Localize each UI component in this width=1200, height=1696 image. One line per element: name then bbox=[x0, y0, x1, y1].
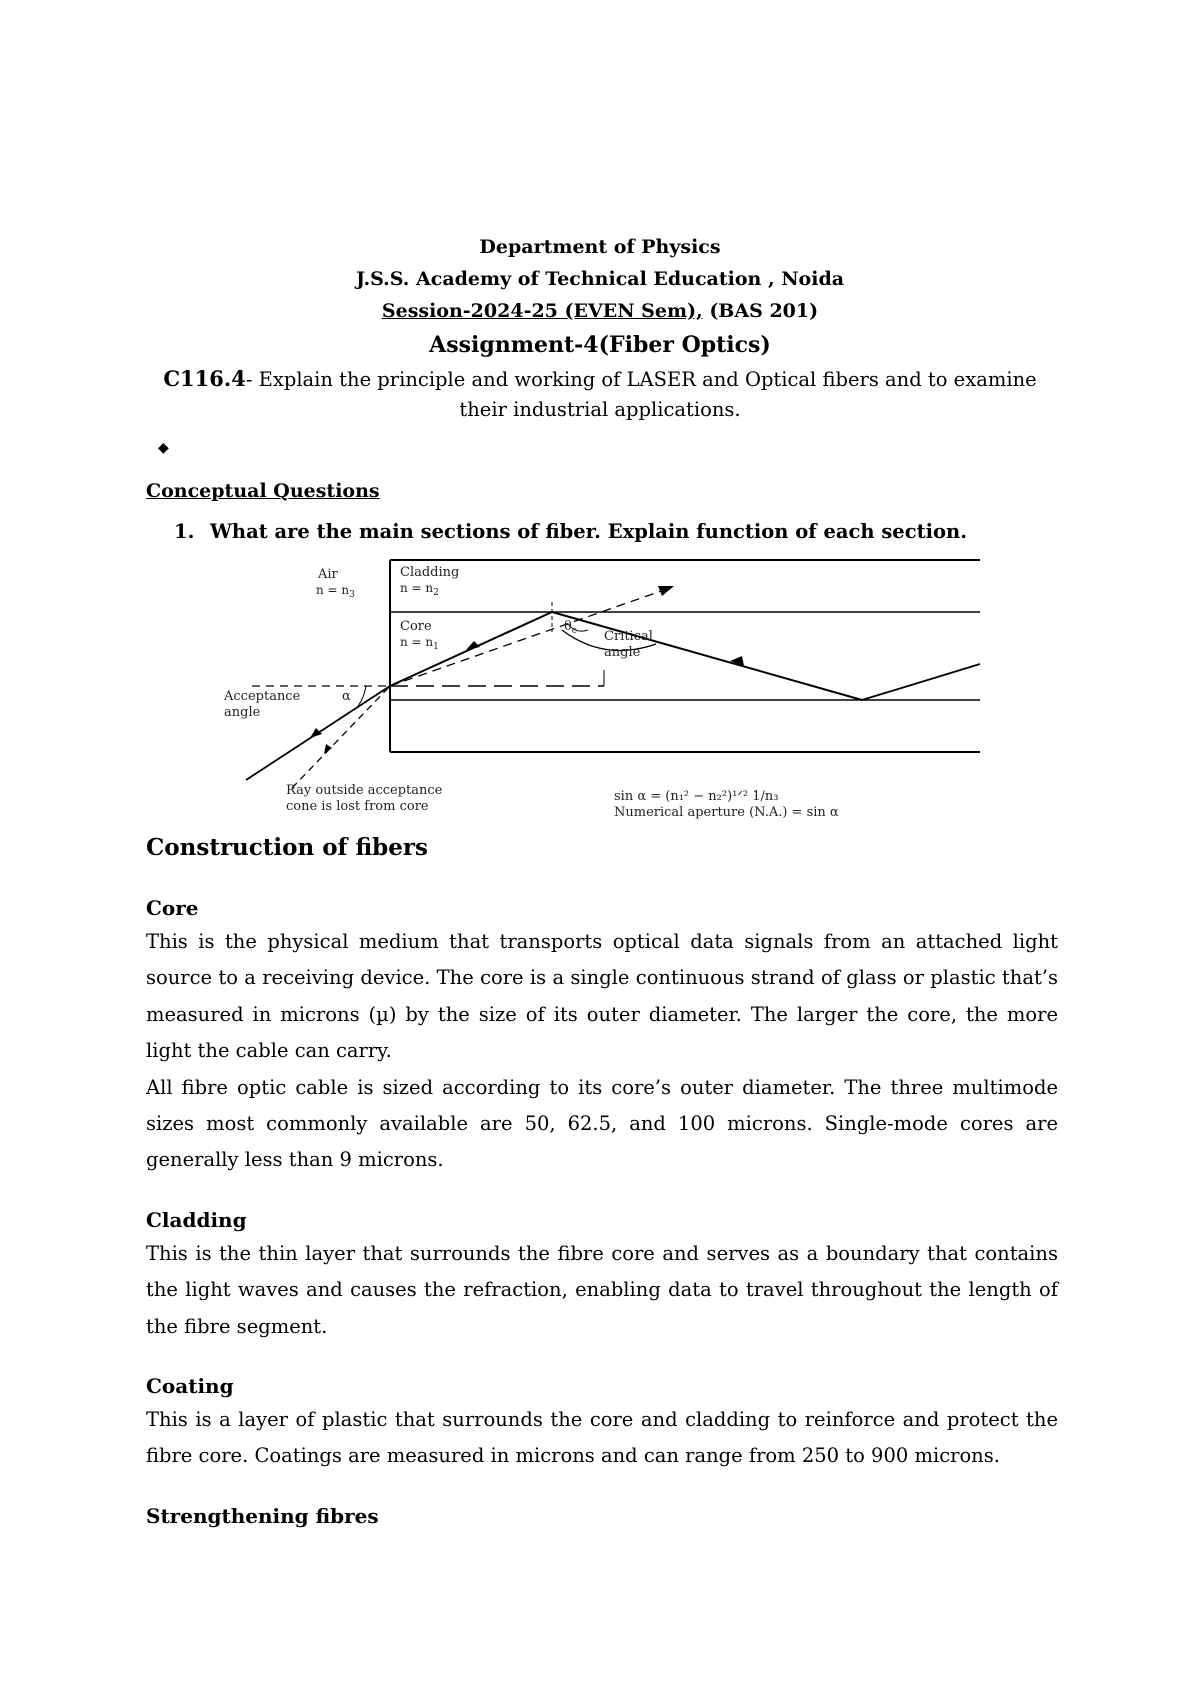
question-1-number: 1. bbox=[174, 520, 195, 543]
escaping-arrow bbox=[658, 586, 674, 596]
institute-heading: J.S.S. Academy of Technical Education , Noida bbox=[355, 268, 845, 290]
cladding-index bbox=[400, 581, 439, 598]
conceptual-questions-heading: Conceptual Questions bbox=[146, 480, 380, 502]
critical-label-2: angle bbox=[604, 645, 641, 660]
theta-sub: c bbox=[571, 626, 577, 636]
core-index-text: n = n bbox=[400, 635, 434, 649]
core-paragraph-2: All fibre optic cable is sized according to its core’s outer diameter. The three multimode sizes most commonly available are 50, 62.5, and 100 microns. Single-mode cores are generally less than 9 microns. bbox=[146, 1075, 1058, 1172]
air-index bbox=[316, 583, 355, 600]
fiber-diagram bbox=[212, 552, 992, 824]
cladding-label: Cladding bbox=[400, 565, 460, 580]
lost-ray-arrow bbox=[324, 744, 332, 754]
strengthening-fibres-heading: Strengthening fibres bbox=[146, 1504, 379, 1528]
outcome-text: - Explain the principle and working of LASER and Optical fibers and to examine their industrial applications. bbox=[245, 368, 1037, 421]
fiber-diagram-svg bbox=[212, 552, 992, 824]
coating-heading: Coating bbox=[146, 1374, 234, 1398]
core-index-sub: 1 bbox=[433, 642, 439, 652]
coating-section bbox=[146, 1402, 1058, 1475]
cladding-paragraph: This is the thin layer that surrounds the fibre core and serves as a boundary that contains the light waves and causes the refraction, enabling data to travel throughout the length of the fibre segment. bbox=[146, 1242, 1058, 1338]
second-reflection bbox=[862, 664, 980, 700]
assignment-title: Assignment-4(Fiber Optics) bbox=[429, 332, 771, 358]
course-outcome bbox=[150, 364, 1050, 425]
core-label: Core bbox=[400, 619, 432, 634]
cladding-index-sub: 2 bbox=[433, 588, 439, 598]
cladding-heading: Cladding bbox=[146, 1208, 247, 1232]
lost-ray bbox=[292, 686, 390, 788]
incident-arrow bbox=[310, 728, 322, 738]
air-index-text: n = n bbox=[316, 583, 350, 597]
theta-symbol: θ bbox=[564, 619, 572, 634]
air-index-sub: 3 bbox=[349, 590, 355, 600]
ray-outside-label-2: cone is lost from core bbox=[286, 799, 429, 814]
critical-label-1: Critical bbox=[604, 629, 653, 644]
acceptance-label-1: Acceptance bbox=[224, 689, 301, 704]
question-1 bbox=[174, 520, 967, 543]
session-heading bbox=[0, 300, 1200, 322]
cladding-section bbox=[146, 1236, 1058, 1345]
alpha-label: α bbox=[342, 689, 351, 704]
coating-paragraph: This is a layer of plastic that surrounds the core and cladding to reinforce and protect the fibre core. Coatings are measured in microns and can range from 250 to 900 microns. bbox=[146, 1408, 1058, 1468]
course-code: (BAS 201) bbox=[702, 300, 819, 322]
question-1-text: What are the main sections of fiber. Explain function of each section. bbox=[210, 520, 967, 543]
construction-heading: Construction of fibers bbox=[146, 834, 428, 861]
formula-numerical-aperture: Numerical aperture (N.A.) = sin α bbox=[614, 805, 839, 820]
reflected-ray bbox=[552, 612, 862, 700]
formula-sin-alpha: sin α = (n₁² − n₂²)¹ᐟ² 1/n₃ bbox=[614, 789, 779, 804]
department-heading: Department of Physics bbox=[479, 236, 721, 258]
air-label: Air bbox=[318, 567, 338, 582]
outcome-code: C116.4 bbox=[163, 366, 246, 391]
core-paragraph-1: This is the physical medium that transports optical data signals from an attached light source to a receiving device. The core is a single continuous strand of glass or plastic that’s measured in microns (µ) by the size of its outer diameter. The larger the core, the more light the cable can carry. bbox=[146, 930, 1058, 1063]
core-section bbox=[146, 924, 1058, 1179]
cladding-index-text: n = n bbox=[400, 581, 434, 595]
bullet-marker: ◆ bbox=[158, 440, 169, 456]
ray-outside-label-1: Ray outside acceptance bbox=[286, 783, 443, 798]
core-heading: Core bbox=[146, 896, 199, 920]
acceptance-label-2: angle bbox=[224, 705, 261, 720]
session-text: Session-2024-25 (EVEN Sem), bbox=[381, 300, 703, 322]
core-index bbox=[400, 635, 439, 652]
